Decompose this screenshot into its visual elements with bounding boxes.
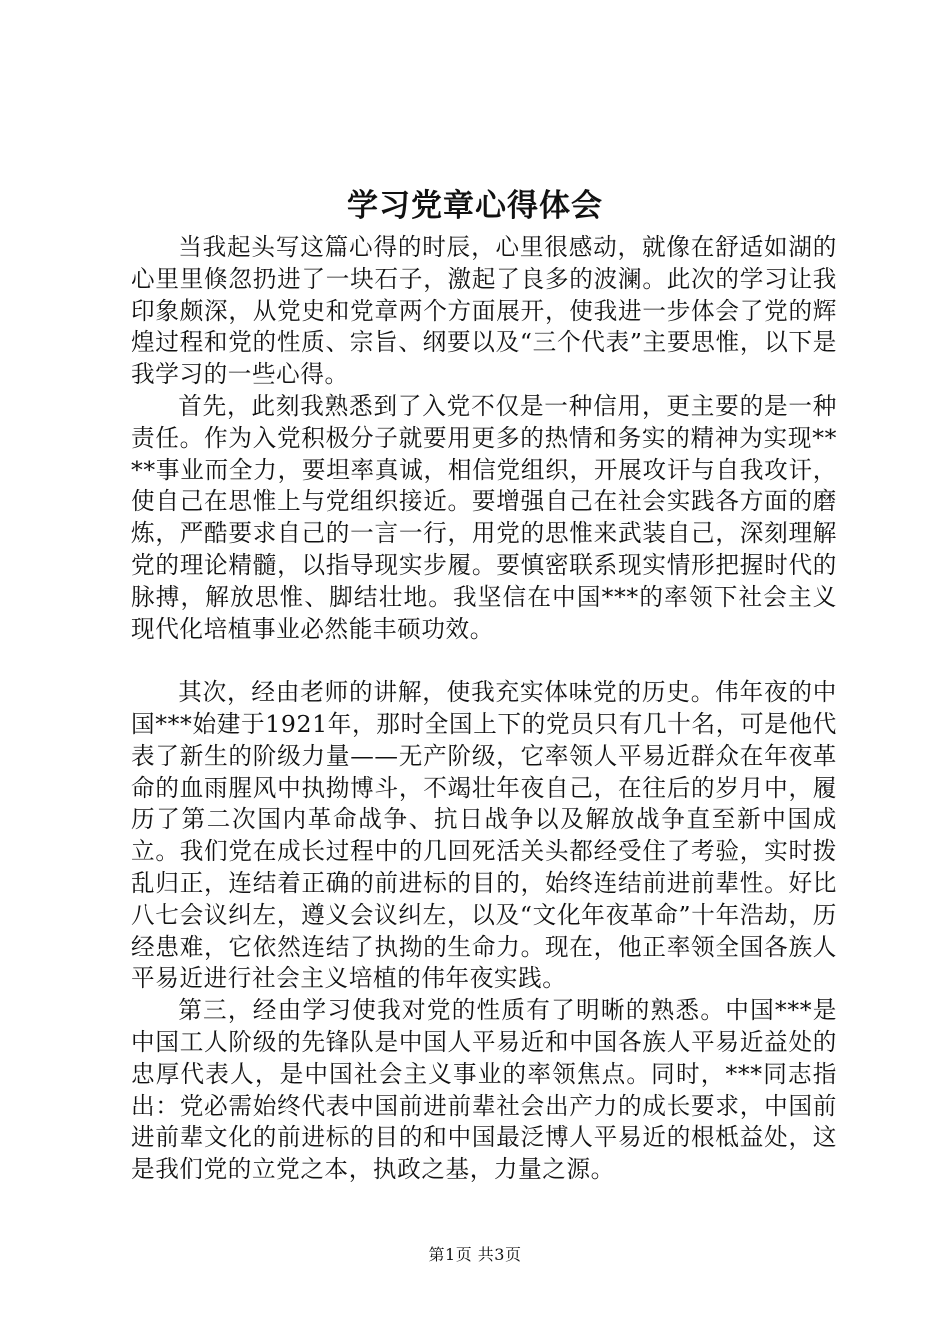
paragraph-third: 第三，经由学习使我对党的性质有了明晰的熟悉。中国***是中国工人阶级的先锋队是中国人平易近和中国各族人平易近益处的忠厚代表人，是中国社会主义事业的率领焦点。同时，***同志指出：党必需始终代表中国前进前辈社会出产力的成长要求，中国前进前辈文化的前进标的目的和中国最泛博人平易近的根柢益处，这是我们党的立党之本，执政之基，力量之源。 — [131, 996, 837, 1184]
paragraph-second: 其次，经由老师的讲解，使我充实体味党的历史。伟年夜的中国***始建于1921年，那时全国上下的党员只有几十名，可是他代表了新生的阶级力量——无产阶级，它率领人平易近群众在年夜革命的血雨腥风中执拗博斗，不竭壮年夜自己，在往后的岁月中，履历了第二次国内革命战争、抗日战争以及解放战争直至新中国成立。我们党在成长过程中的几回死活关头都经受住了考验，实时拨乱归正，连结着正确的前进标的目的，始终连结前进前辈性。好比八七会议纠左，遵义会议纠左，以及“文化年夜革命”十年浩劫，历经患难，它依然连结了执拗的生命力。现在，他正率领全国各族人平易近进行社会主义培植的伟年夜实践。 — [131, 678, 837, 993]
document-title: 学习党章心得体会 — [347, 188, 603, 224]
paragraph-first: 首先，此刻我熟悉到了入党不仅是一种信用，更主要的是一种责任。作为入党积极分子就要用更多的热情和务实的精神为实现****事业而全力，要坦率真诚，相信党组织，开展攻讦与自我攻讦，使自己在思惟上与党组织接近。要增强自己在社会实践各方面的磨炼，严酷要求自己的一言一行，用党的思惟来武装自己，深刻理解党的理论精髓，以指导现实步履。要慎密联系现实情形把握时代的脉搏，解放思惟、脚结壮地。我坚信在中国***的率领下社会主义现代化培植事业必然能丰硕功效。 — [131, 391, 837, 643]
document-body — [131, 232, 837, 1186]
page-number-footer: 第1页 共3页 — [428, 1245, 522, 1264]
paragraph-intro: 当我起头写这篇心得的时辰，心里很感动，就像在舒适如湖的心里里倏忽扔进了一块石子，激起了良多的波澜。此次的学习让我印象颇深，从党史和党章两个方面展开，使我进一步体会了党的辉煌过程和党的性质、宗旨、纲要以及“三个代表”主要思惟，以下是我学习的一些心得。 — [131, 233, 837, 389]
